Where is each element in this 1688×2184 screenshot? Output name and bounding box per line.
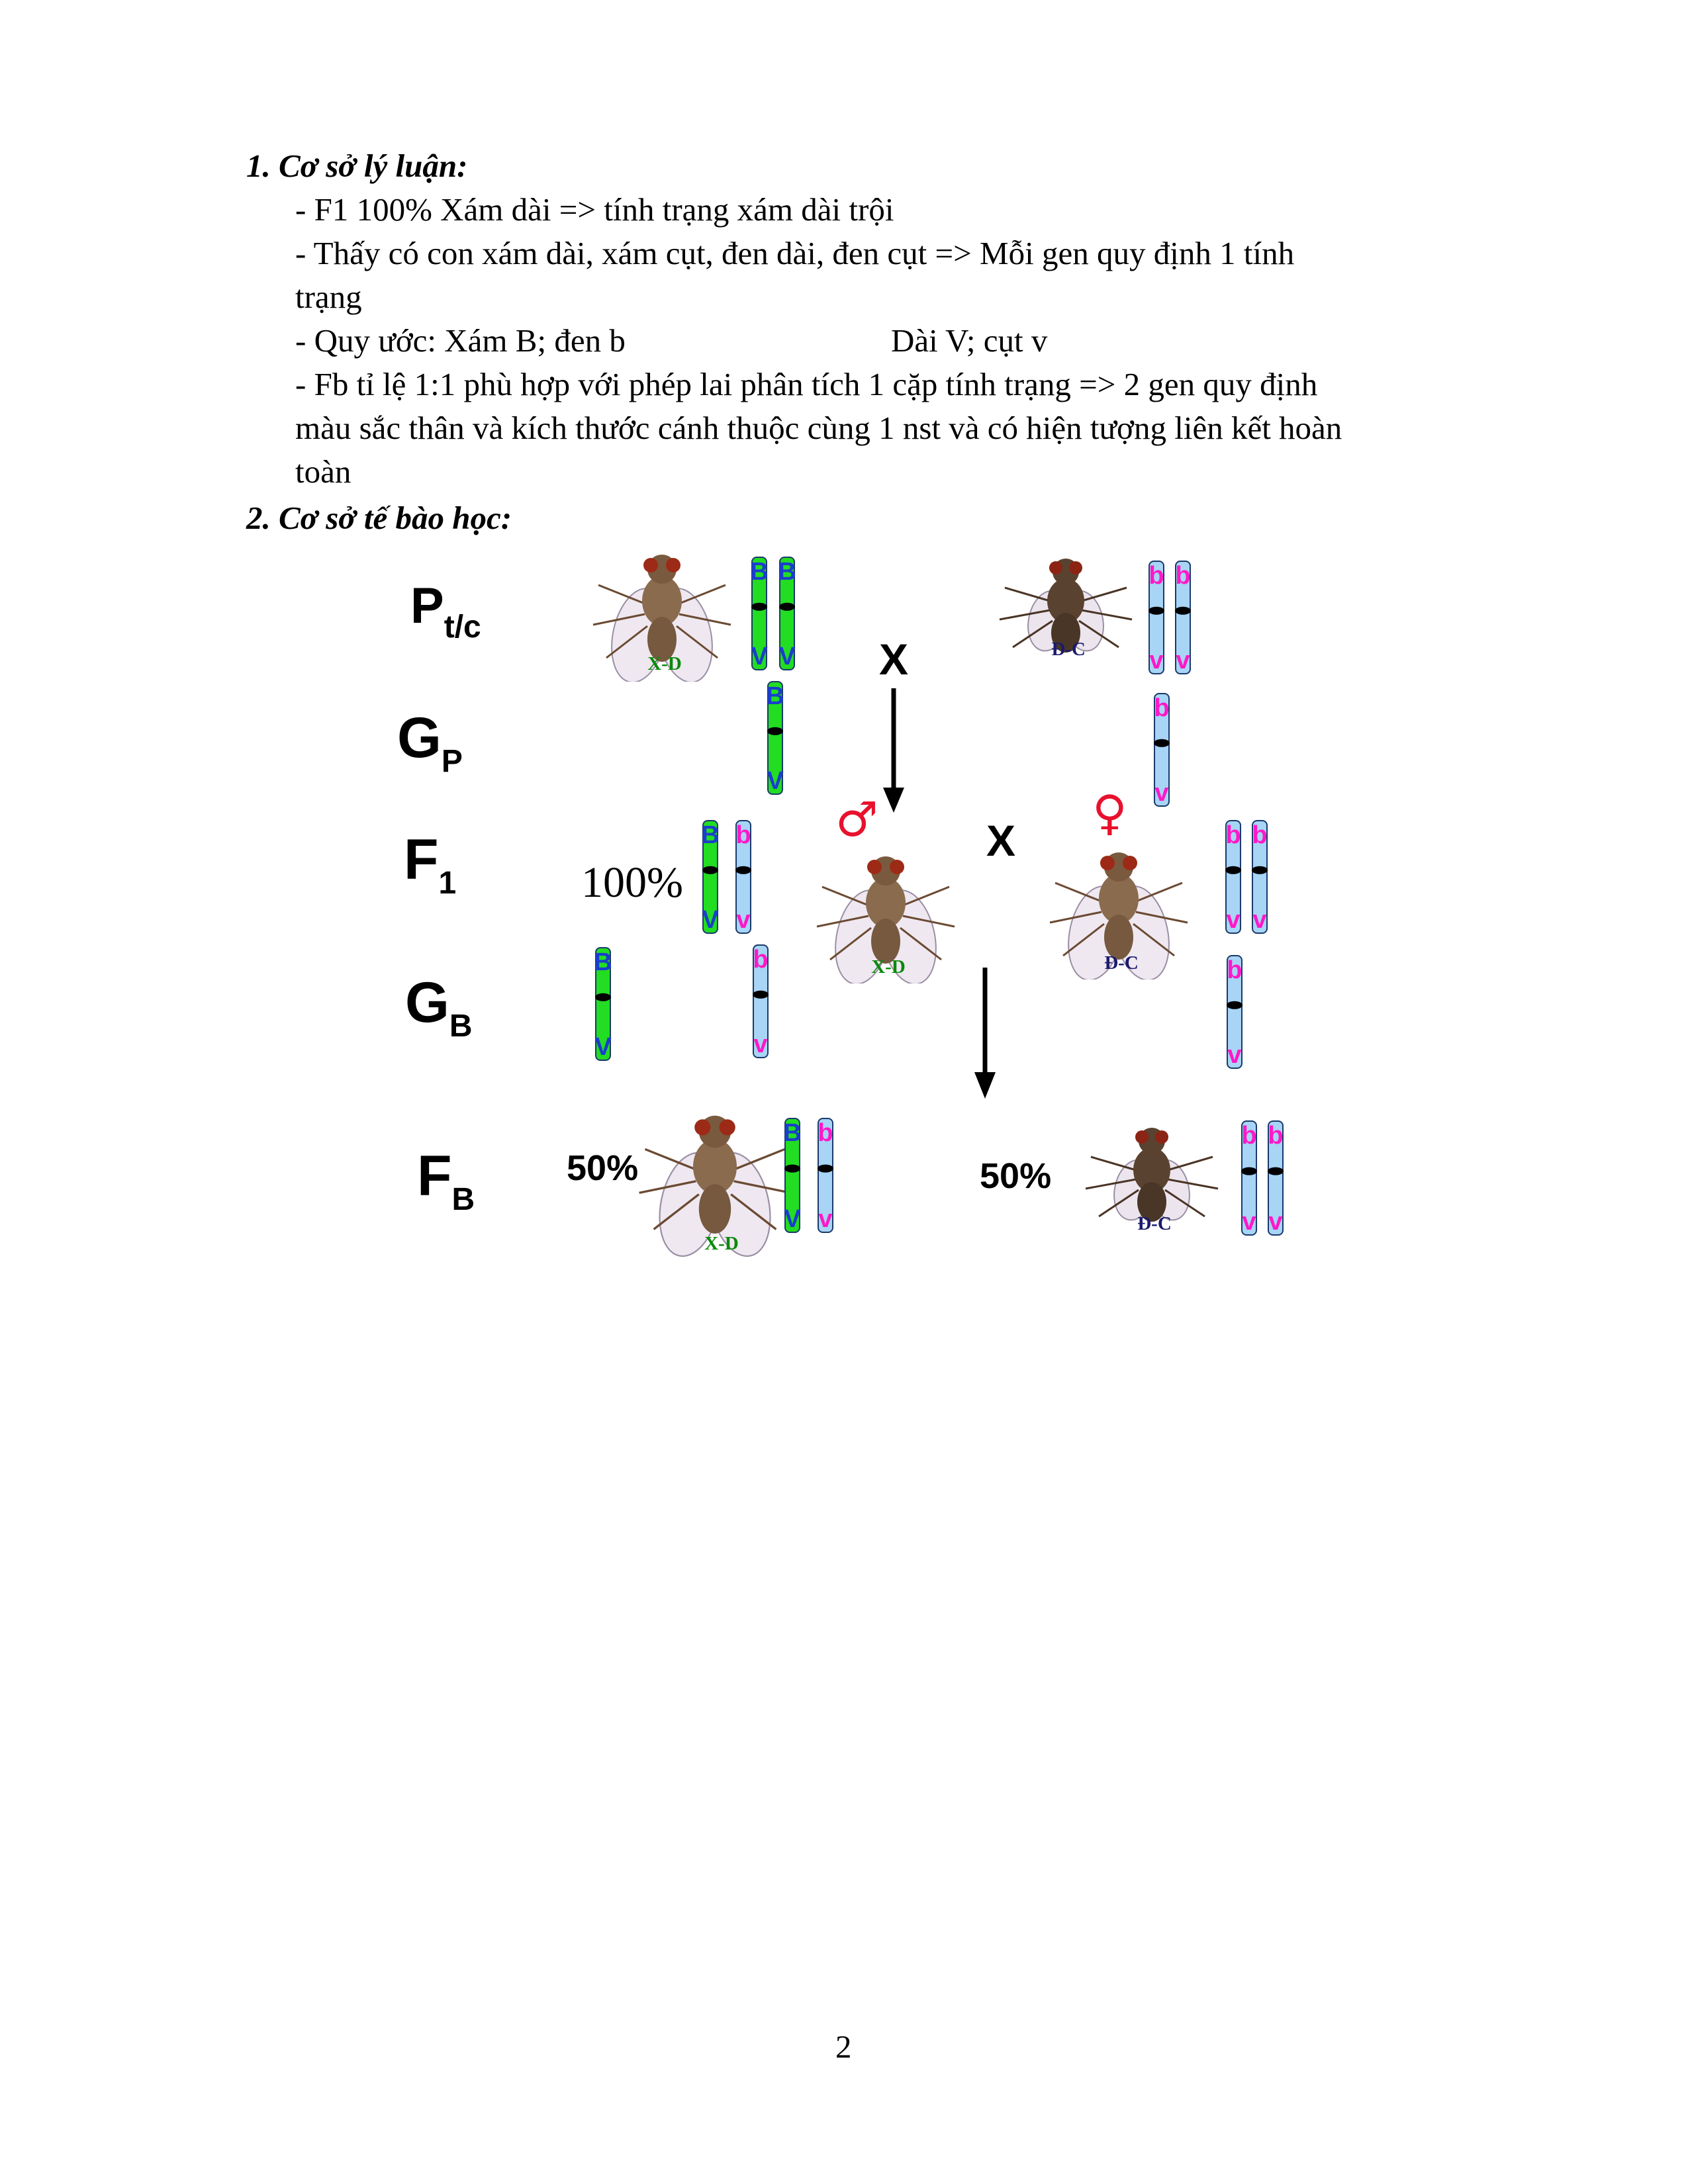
- svg-text:X-D: X-D: [871, 956, 906, 978]
- chromosome-p-female-2: [1175, 561, 1191, 674]
- chromosome-p-male-2: [778, 557, 796, 670]
- chromosome-gb-2: [753, 945, 769, 1058]
- cross-symbol-f1: X: [986, 816, 1016, 865]
- f1-percentage: 100%: [581, 858, 683, 907]
- svg-text:b: b: [753, 946, 769, 974]
- reasoning-line-7: toàn: [295, 453, 352, 490]
- svg-text:B: B: [783, 1119, 802, 1147]
- chromosome-f1-2: [735, 821, 751, 934]
- female-symbol: ♀: [1092, 785, 1127, 841]
- label-gp: $G_P$: [397, 706, 463, 779]
- svg-text:V: V: [767, 767, 784, 795]
- svg-text:b: b: [1252, 821, 1268, 849]
- svg-text:b: b: [1175, 562, 1191, 590]
- svg-text:V: V: [778, 643, 796, 670]
- svg-text:v: v: [1154, 779, 1169, 807]
- convention-line: - Quy ước: Xám B; đen b: [295, 322, 626, 359]
- chromosome-fb-left-1: [783, 1118, 801, 1233]
- male-symbol: ♂: [835, 792, 878, 847]
- svg-text:b: b: [1149, 562, 1164, 590]
- svg-text:v: v: [1227, 1041, 1242, 1069]
- svg-text:B: B: [766, 682, 784, 710]
- chromosome-gp-female: [1154, 694, 1170, 807]
- reasoning-line-1: - F1 100% Xám dài => tính trạng xám dài trội: [295, 191, 894, 228]
- svg-text:v: v: [753, 1030, 768, 1058]
- svg-text:B: B: [594, 948, 612, 976]
- svg-text:b: b: [735, 821, 751, 849]
- svg-text:V: V: [751, 643, 768, 670]
- chromosome-p-female-1: [1149, 561, 1164, 674]
- reasoning-line-3: trạng: [295, 279, 362, 315]
- label-gb: $G_B$: [405, 971, 473, 1044]
- reasoning-line-2: - Thấy có con xám dài, xám cụt, đen dài, đen cụt => Mỗi gen quy định 1 tính: [295, 235, 1295, 271]
- svg-text:v: v: [1268, 1208, 1283, 1236]
- chromosome-gb-1: [594, 948, 612, 1061]
- svg-text:b: b: [1268, 1122, 1284, 1150]
- svg-text:B: B: [750, 558, 769, 586]
- section1-heading: 1. Cơ sở lý luận:: [246, 148, 468, 184]
- label-fb: $F_B$: [417, 1144, 475, 1217]
- svg-text:Đ-C: Đ-C: [1051, 639, 1086, 660]
- svg-text:B: B: [701, 821, 720, 849]
- chromosome-f1-female-1: [1225, 821, 1241, 934]
- label-f1: $F_1$: [404, 828, 457, 901]
- svg-text:b: b: [1227, 956, 1243, 984]
- reasoning-line-5: - Fb tỉ lệ 1:1 phù hợp với phép lai phân tích 1 cặp tính trạng => 2 gen quy định: [295, 366, 1318, 402]
- svg-text:v: v: [1242, 1208, 1256, 1236]
- cross-symbol-p: X: [879, 635, 909, 684]
- chromosome-f1-female-2: [1252, 821, 1268, 934]
- label-p-tc: $P_{t/c}$: [410, 578, 481, 645]
- svg-text:V: V: [594, 1033, 612, 1061]
- chromosome-gp-male: [766, 682, 784, 795]
- fb-percentage-right: 50%: [980, 1156, 1052, 1196]
- svg-text:b: b: [818, 1119, 833, 1147]
- svg-text:V: V: [702, 906, 719, 934]
- page-number: 2: [835, 2028, 852, 2065]
- svg-text:v: v: [1149, 647, 1164, 674]
- svg-text:v: v: [1176, 647, 1190, 674]
- svg-text:X-D: X-D: [704, 1233, 739, 1254]
- fb-percentage-left: 50%: [567, 1148, 639, 1188]
- reasoning-line-6: màu sắc thân và kích thước cánh thuộc cùng 1 nst và có hiện tượng liên kết hoàn: [295, 410, 1342, 446]
- svg-text:v: v: [818, 1205, 833, 1233]
- chromosome-gb-3: [1227, 956, 1243, 1069]
- svg-text:b: b: [1241, 1122, 1257, 1150]
- svg-text:Đ-C: Đ-C: [1137, 1213, 1172, 1234]
- svg-text:b: b: [1154, 694, 1170, 722]
- svg-text:v: v: [736, 906, 751, 934]
- svg-text:v: v: [1226, 906, 1241, 934]
- chromosome-p-male-1: [750, 557, 768, 670]
- chromosome-fb-right-2: [1268, 1121, 1284, 1236]
- svg-text:b: b: [1225, 821, 1241, 849]
- chromosome-fb-left-2: [818, 1118, 833, 1233]
- svg-text:B: B: [778, 558, 796, 586]
- section2-heading: 2. Cơ sở tế bào học:: [246, 500, 512, 536]
- svg-text:Đ-C: Đ-C: [1104, 952, 1139, 974]
- svg-text:X-D: X-D: [647, 653, 682, 674]
- convention-wing: Dài V; cụt v: [891, 322, 1048, 359]
- svg-text:v: v: [1252, 906, 1267, 934]
- chromosome-f1-1: [701, 821, 719, 934]
- chromosome-fb-right-1: [1241, 1121, 1257, 1236]
- svg-text:V: V: [784, 1205, 801, 1233]
